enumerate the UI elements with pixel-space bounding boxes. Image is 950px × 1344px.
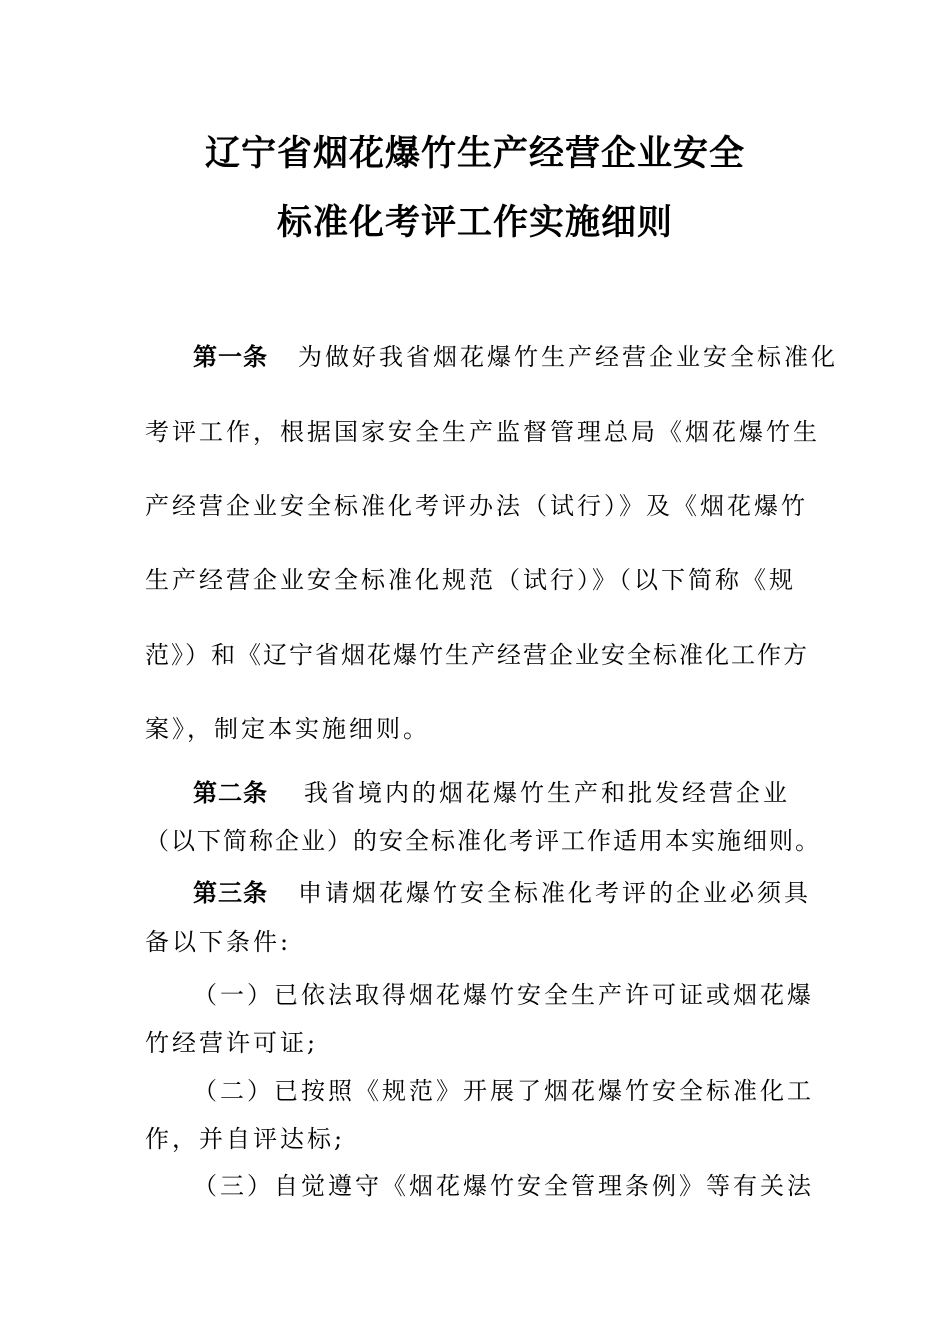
article-1-first-line	[193, 342, 838, 372]
article-3-item-1-line-1: （一）已依法取得烟花爆竹安全生产许可证或烟花爆	[193, 981, 814, 1009]
article-1-text-line-3: 产经营企业安全标准化考评办法（试行）》及《烟花爆竹	[145, 492, 808, 520]
article-3-item-3-line-1: （三）自觉遵守《烟花爆竹安全管理条例》等有关法	[193, 1172, 814, 1200]
article-1-text-line-2: 考评工作，根据国家安全生产监督管理总局《烟花爆竹生	[145, 418, 820, 446]
article-1-text-line-6: 案》，制定本实施细则。	[145, 715, 430, 743]
article-1-label: 第一条	[193, 343, 268, 371]
article-1-text-line-5: 范》）和《辽宁省烟花爆竹生产经营企业安全标准化工作方	[145, 641, 809, 669]
article-2-label: 第二条	[193, 779, 268, 807]
article-3-item-1-line-2: 竹经营许可证;	[145, 1029, 319, 1057]
article-1-text-line-1: 为做好我省烟花爆竹生产经营企业安全标准化	[298, 343, 838, 371]
document-title-line-2: 标准化考评工作实施细则	[276, 203, 673, 243]
article-2-text-line-2: （以下简称企业）的安全标准化考评工作适用本实施细则。	[145, 827, 821, 855]
article-1-text-line-4: 生产经营企业安全标准化规范（试行）》（以下简称《规	[145, 566, 796, 594]
article-3-item-2-line-1: （二）已按照《规范》开展了烟花爆竹安全标准化工	[193, 1077, 814, 1105]
article-3-item-2-line-2: 作，并自评达标;	[145, 1125, 346, 1153]
document-title-line-1: 辽宁省烟花爆竹生产经营企业安全	[204, 134, 745, 174]
article-3-label: 第三条	[193, 879, 268, 907]
article-3-text-line-1: 申请烟花爆竹安全标准化考评的企业必须具	[298, 879, 811, 907]
article-2-first-line	[193, 778, 790, 808]
article-3-text-line-2: 备以下条件:	[145, 928, 292, 956]
article-3-first-line	[193, 878, 811, 908]
article-2-text-line-1: 我省境内的烟花爆竹生产和批发经营企业	[304, 779, 790, 807]
